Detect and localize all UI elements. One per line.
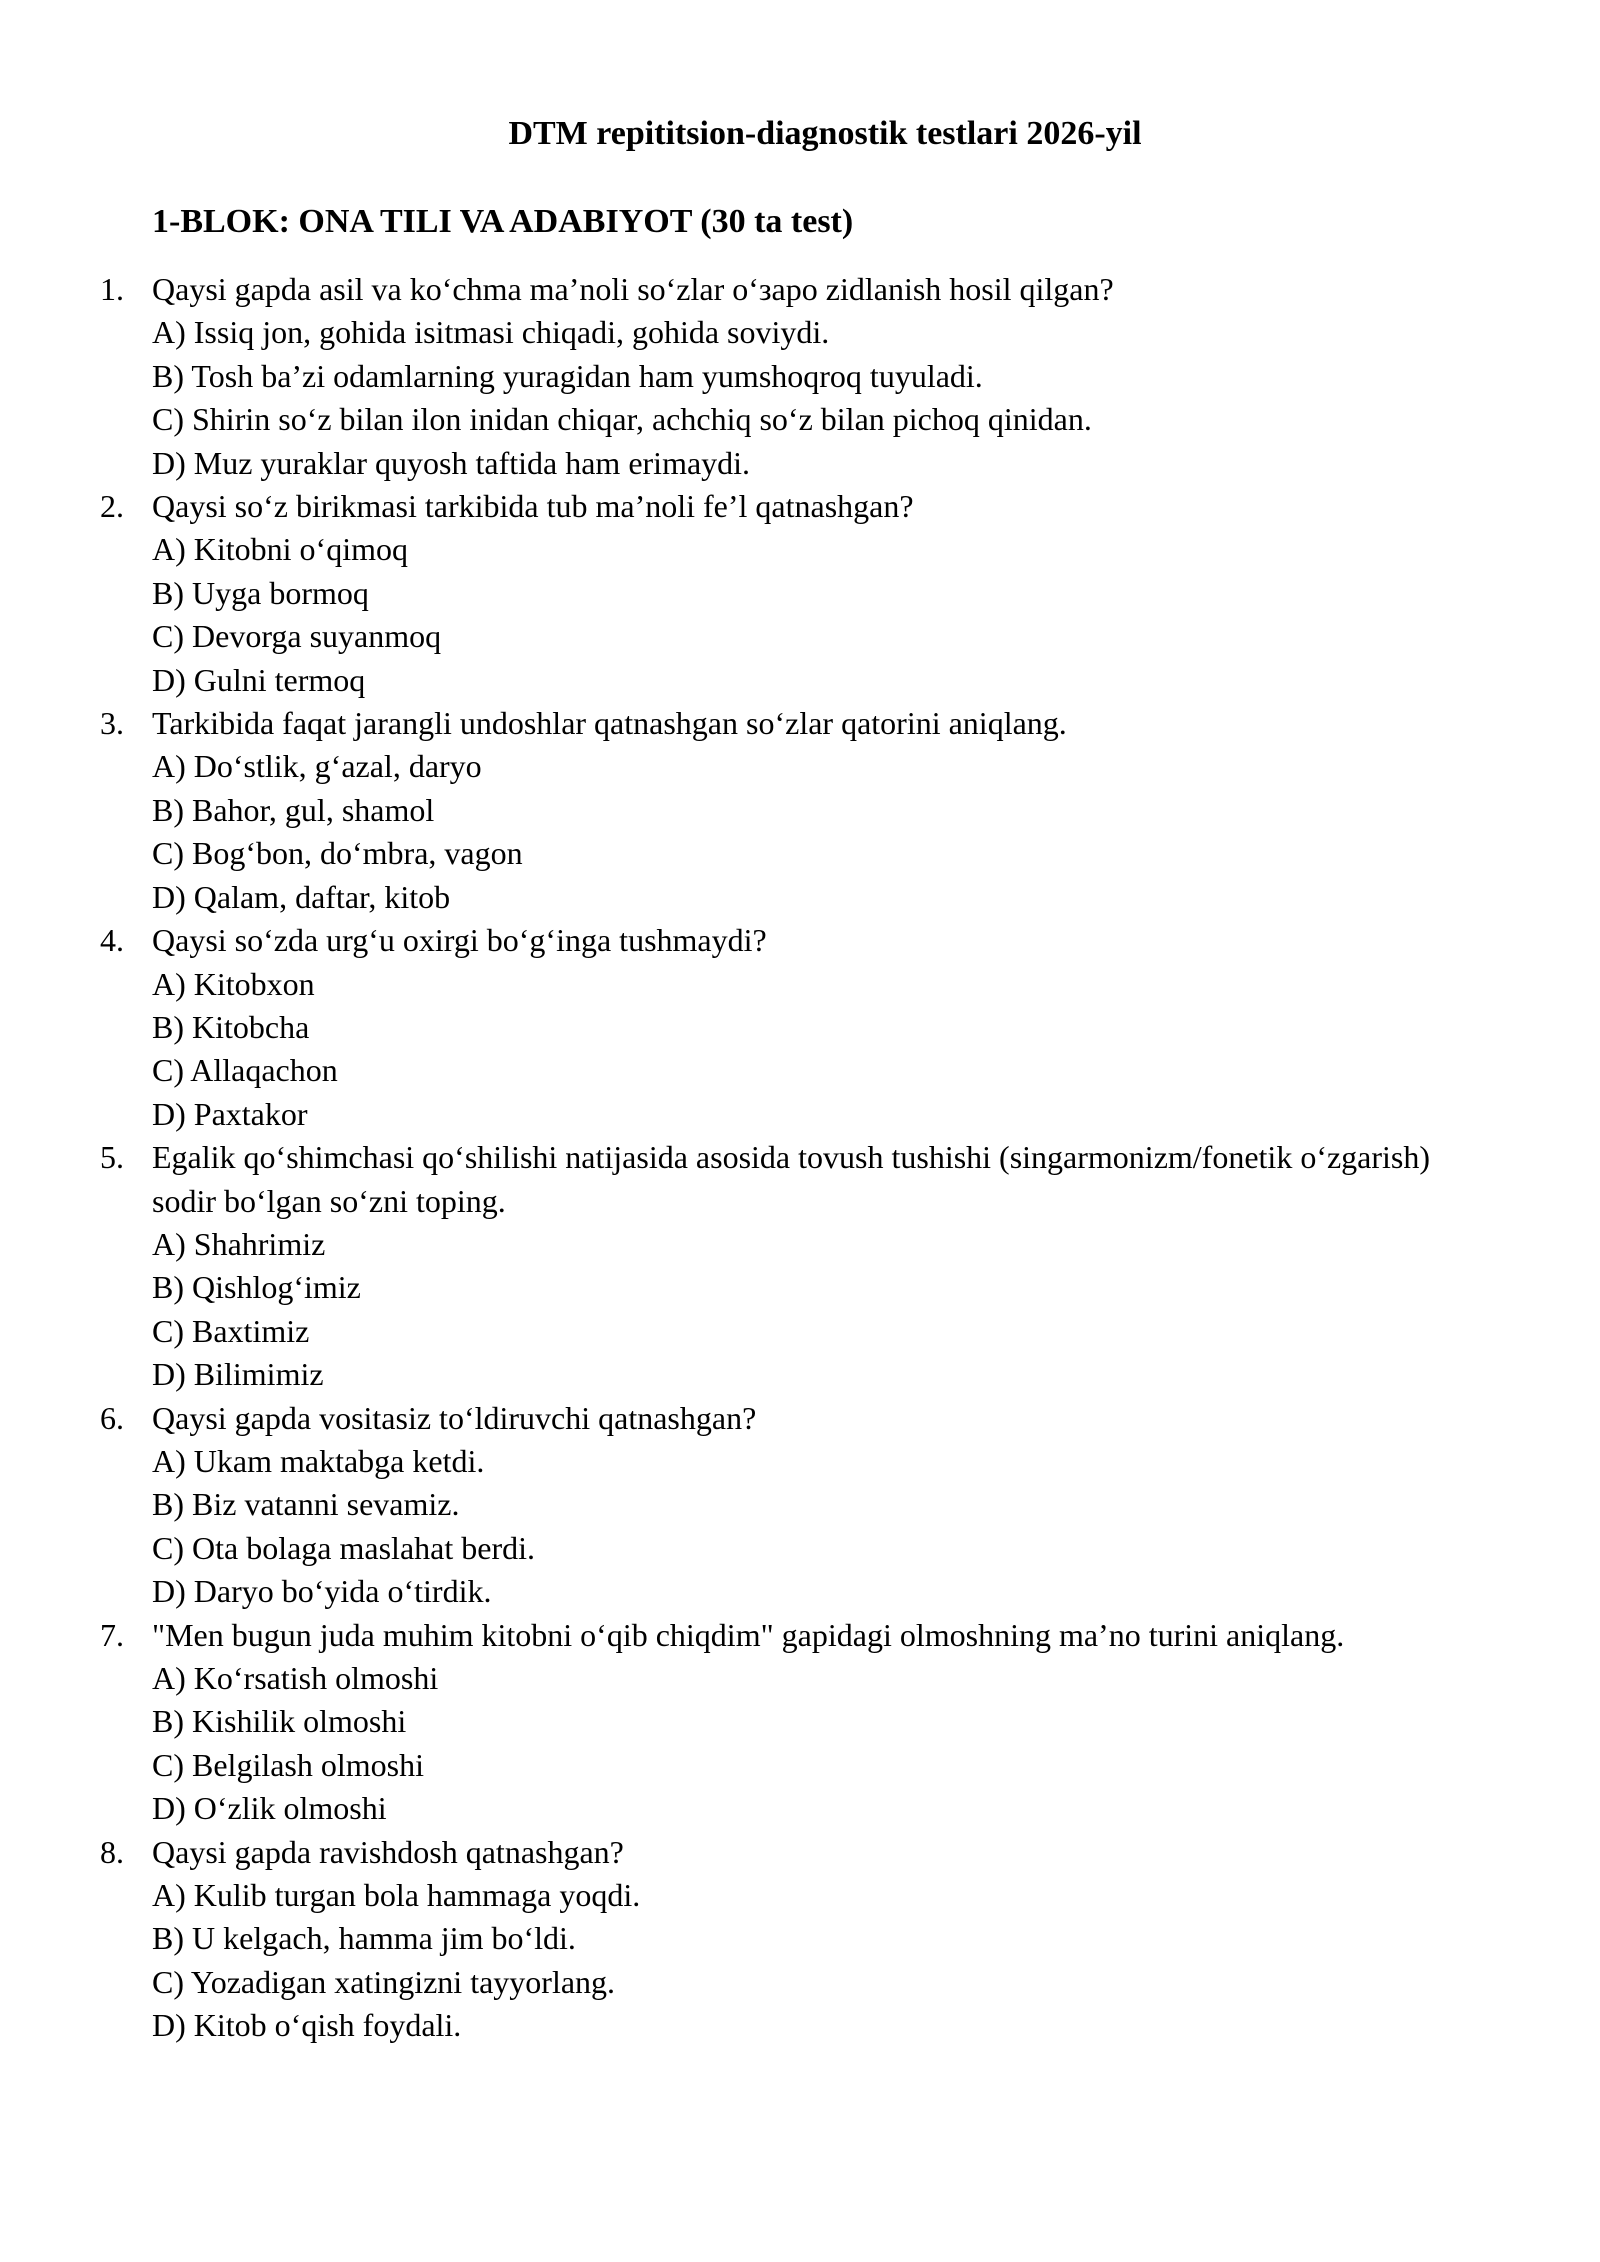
question-item <box>0 919 1452 1136</box>
answer-option: C) Devorga suyanmoq <box>152 618 442 655</box>
question-text: Egalik qo‘shimchasi qo‘shilishi natijasida asosida tovush tushishi (singarmonizm/fonetik o‘zgarish) sodir bo‘lgan so‘zni toping. <box>152 1139 1431 1219</box>
answer-option: A) Ko‘rsatish olmoshi <box>152 1660 439 1696</box>
question-text: Qaysi gapda vositasiz to‘ldiruvchi qatnashgan? <box>152 1399 757 1436</box>
question-text: "Men bugun juda muhim kitobni o‘qib chiqdim" gapidagi olmoshning ma’no turini aniqlang. <box>152 1616 1345 1653</box>
answer-option: D) Gulni termoq <box>152 661 366 698</box>
question-number: 8. <box>100 1833 124 1870</box>
answer-option: A) Kulib turgan bola hammaga yoqdi. <box>152 1877 641 1914</box>
answer-options <box>152 1223 1452 1397</box>
answer-option: D) Qalam, daftar, kitob <box>152 878 451 915</box>
answer-option: A) Kitobxon <box>152 965 315 1002</box>
answer-option: B) Bahor, gul, shamol <box>152 791 435 828</box>
answer-options <box>152 311 1452 485</box>
answer-option: C) Bog‘bon, do‘mbra, vagon <box>152 835 523 872</box>
question-item <box>0 1614 1452 1831</box>
question-number: 6. <box>100 1399 124 1436</box>
question-text: Tarkibida faqat jarangli undoshlar qatnashgan so‘zlar qatorini aniqlang. <box>152 705 1067 742</box>
question-item <box>0 1397 1452 1614</box>
question-text: Qaysi gapda asil va ko‘chma ma’noli so‘zlar o‘зaро zidlanish hosil qilgan? <box>152 271 1114 307</box>
question-text: Qaysi so‘z birikmasi tarkibida tub ma’noli fe’l qatnashgan? <box>152 488 914 525</box>
question-item <box>0 268 1452 485</box>
question-text: Qaysi gapda ravishdosh qatnashgan? <box>152 1833 624 1870</box>
answer-option: C) Allaqachon <box>152 1052 338 1089</box>
answer-options <box>152 1657 1452 1831</box>
answer-options <box>152 528 1452 702</box>
question-number: 3. <box>100 705 124 742</box>
answer-option: A) Shahrimiz <box>152 1225 326 1262</box>
question-item <box>0 702 1452 919</box>
answer-option: C) Belgilash olmoshi <box>152 1746 424 1783</box>
answer-options <box>152 963 1452 1137</box>
document-title: DTM repititsion-diagnostik testlari 2026-yil <box>508 115 1142 152</box>
answer-option: B) Kishilik olmoshi <box>152 1703 407 1740</box>
answer-option: D) Bilimimiz <box>152 1356 324 1393</box>
answer-option: C) Ota bolaga maslahat berdi. <box>152 1529 535 1566</box>
answer-option: D) Daryo bo‘yida o‘tirdik. <box>152 1573 492 1610</box>
question-list <box>0 268 1600 2048</box>
answer-option: D) O‘zlik olmoshi <box>152 1790 387 1827</box>
answer-option: A) Do‘stlik, g‘azal, daryo <box>152 748 482 785</box>
answer-option: A) Issiq jon, gohida isitmasi chiqadi, gohida soviydi. <box>152 314 830 351</box>
answer-option: B) Qishlog‘imiz <box>152 1269 361 1306</box>
question-item <box>0 1136 1452 1396</box>
answer-option: D) Paxtakor <box>152 1095 308 1132</box>
answer-options <box>152 1874 1452 2048</box>
question-number: 4. <box>100 922 124 959</box>
answer-option: B) Uyga bormoq <box>152 574 369 611</box>
answer-option: C) Shirin so‘z bilan ilon inidan chiqar, achchiq so‘z bilan pichoq qinidan. <box>152 401 1092 438</box>
block-title: 1-BLOK: ONA TILI VA ADABIYOT (30 ta test) <box>152 203 854 240</box>
question-text: Qaysi so‘zda urg‘u oxirgi bo‘g‘inga tushmaydi? <box>152 922 767 959</box>
answer-option: D) Kitob o‘qish foydali. <box>152 2007 462 2044</box>
question-number: 7. <box>100 1616 124 1653</box>
answer-option: B) Tosh ba’zi odamlarning yuragidan ham yumshoqroq tuyuladi. <box>152 357 983 394</box>
question-number: 5. <box>100 1139 124 1176</box>
question-number: 1. <box>100 271 124 307</box>
answer-option: B) Biz vatanni sevamiz. <box>152 1486 460 1523</box>
answer-option: B) U kelgach, hamma jim bo‘ldi. <box>152 1920 576 1957</box>
answer-option: D) Muz yuraklar quyosh taftida ham erimaydi. <box>152 444 751 481</box>
answer-option: A) Ukam maktabga ketdi. <box>152 1442 485 1479</box>
question-number: 2. <box>100 488 124 525</box>
question-item <box>0 1831 1452 2048</box>
answer-options <box>152 1440 1452 1614</box>
answer-options <box>152 745 1452 919</box>
question-item <box>0 485 1452 702</box>
answer-option: B) Kitobcha <box>152 1008 310 1045</box>
answer-option: C) Yozadigan xatingizni tayyorlang. <box>152 1963 616 2000</box>
answer-option: A) Kitobni o‘qimoq <box>152 531 408 568</box>
answer-option: C) Baxtimiz <box>152 1312 310 1349</box>
